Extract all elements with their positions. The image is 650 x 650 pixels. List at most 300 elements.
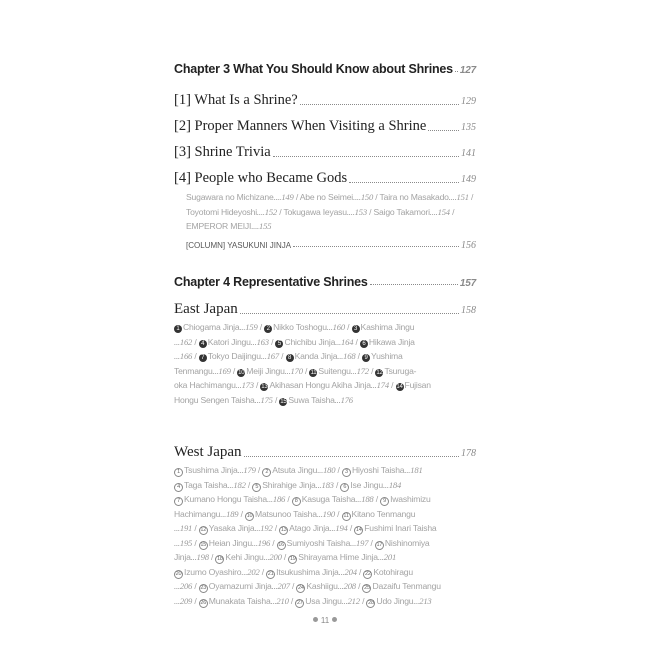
shrine-name: Heian Jingu (208, 537, 252, 548)
shrine-name: Tsuruga- (384, 365, 417, 376)
god-page: 155 (259, 221, 272, 231)
shrine-number-icon: 1 (174, 325, 182, 333)
shrine-name: Atago Jinja (289, 523, 330, 533)
shrine-entry[interactable] (292, 494, 374, 504)
god-page: 154 (437, 206, 450, 217)
shrine-page: 204 (344, 566, 357, 577)
shrine-entry[interactable] (295, 596, 360, 606)
shrine-number-icon: 20 (175, 570, 182, 577)
god-name: Toyotomi Hideyoshi (186, 206, 257, 217)
god-entry[interactable] (380, 192, 469, 202)
shrine-number-icon: 6 (340, 483, 349, 492)
shrine-number-icon: 10 (238, 369, 245, 376)
shrine-name: Izumo Oyashiro (184, 566, 242, 577)
shrine-name: Meiji Jingu (246, 365, 285, 376)
shrine-dots: ... (335, 336, 342, 347)
shrine-page: 200 (269, 552, 282, 562)
page-footer (0, 616, 650, 625)
shrine-number-icon: 5 (252, 483, 261, 492)
leader-dots (455, 71, 458, 72)
shrine-entry[interactable] (199, 337, 269, 347)
west-japan-title: West Japan (174, 444, 242, 460)
shrine-dots: ... (284, 365, 291, 376)
shrine-line: 1 Chiogama Jinja...159 / 2 Nikko Toshogu...160 / 3 Kashima Jingu (174, 320, 476, 335)
shrine-name: Chiogama Jinja (183, 322, 240, 332)
shrine-page: 164 (341, 336, 354, 347)
shrine-entry[interactable] (296, 581, 356, 591)
shrine-entry[interactable] (174, 538, 192, 548)
shrine-dots: ... (337, 351, 344, 361)
shrine-number-icon: 3 (352, 325, 360, 333)
shrine-number-icon: 21 (267, 570, 274, 577)
west-japan-shrine-list (174, 463, 476, 608)
shrine-page: 209 (179, 595, 193, 606)
shrine-page: 191 (179, 523, 193, 533)
shrine-name: Sumiyoshi Taisha (286, 537, 351, 548)
shrine-dots: ... (235, 380, 242, 390)
shrine-number-icon: 25 (364, 585, 370, 591)
shrine-number-icon: 14 (396, 384, 403, 390)
shrine-page: 182 (233, 479, 246, 490)
shrine-name: Usa Jingu (305, 595, 342, 606)
shrine-name: Akihasan Hongu Akiha Jinja (269, 380, 371, 390)
chapter3-page: 127 (459, 65, 476, 76)
shrine-entry[interactable] (362, 351, 403, 361)
shrine-number-icon: 4 (174, 483, 183, 492)
shrine-name: Hachimangu (174, 508, 221, 519)
shrine-number-icon: 7 (199, 354, 207, 362)
god-page: 151 (456, 192, 469, 202)
shrine-name: Jinja (174, 552, 191, 562)
section-1[interactable] (174, 92, 476, 109)
shrine-number-icon: 15 (200, 541, 207, 548)
shrine-line: 1 Tsushima Jinja...179 / 2 Atsuta Jingu...180 / 3 Hiyoshi Taisha...181 (174, 463, 476, 478)
section-title: [2] Proper Manners When Visiting a Shrine (174, 118, 427, 134)
shrine-dots: ... (174, 351, 180, 361)
chapter4-page: 157 (459, 278, 476, 289)
god-dots: .... (273, 192, 282, 202)
leader-dots (428, 130, 459, 131)
shrine-name: Kashiigu (306, 581, 338, 591)
shrine-entry[interactable] (266, 567, 357, 577)
shrine-dots: ... (271, 581, 278, 591)
god-name: Sugawara no Michizane (186, 192, 274, 202)
shrine-name: Yushima (371, 351, 403, 361)
shrine-dots: ... (404, 465, 411, 475)
leader-dots (370, 284, 458, 285)
shrine-entry[interactable] (199, 351, 279, 361)
shrine-entry[interactable] (174, 380, 254, 390)
shrine-number-icon: 13 (280, 527, 287, 533)
god-dots: .... (256, 206, 265, 217)
shrine-name: Taga Taisha (184, 479, 228, 490)
section-title: [4] People who Became Gods (174, 170, 348, 186)
shrine-entry[interactable] (375, 538, 430, 548)
shrine-number-icon: 2 (264, 325, 272, 333)
shrine-page: 208 (343, 581, 356, 591)
east-japan-page: 158 (461, 305, 476, 316)
leader-dots (349, 182, 459, 183)
shrine-name: Hikawa Jinja (368, 336, 415, 347)
god-entry[interactable] (186, 207, 277, 217)
shrine-dots: ... (341, 595, 348, 606)
shrine-page: 212 (347, 595, 360, 606)
leader-dots (300, 104, 459, 105)
shrine-page: 167 (266, 351, 279, 361)
chapter3-title: Chapter 3 What You Should Know about Shrines (174, 62, 453, 76)
shrine-page: 163 (256, 336, 269, 347)
shrine-page: 160 (332, 322, 345, 332)
shrine-line: ...206 / 23 Oyamazumi Jinja...207 / 24 Kashiigu...208 / 25 Dazaifu Tenmangu (174, 581, 441, 591)
shrine-name: Kotohiragu (373, 566, 413, 577)
shrine-dots: ... (251, 537, 258, 548)
shrine-entry[interactable] (174, 509, 238, 519)
shrine-dots: ... (241, 566, 248, 577)
chapter4-entry[interactable] (174, 275, 476, 289)
shrine-entry[interactable] (279, 523, 347, 533)
shrine-name: Fujisan (404, 380, 431, 390)
shrine-dots: ... (316, 508, 323, 519)
shrine-dots: ... (370, 380, 377, 390)
shrine-number-icon: 15 (280, 398, 287, 405)
shrine-page: 170 (290, 365, 303, 376)
shrine-dots: ... (267, 494, 273, 504)
shrine-name: Tsushima Jinja (184, 465, 238, 475)
shrine-dots: ... (260, 351, 267, 361)
shrine-entry[interactable] (309, 366, 368, 376)
shrine-dots: ... (350, 537, 357, 548)
shrine-entry[interactable] (362, 581, 440, 591)
shrine-entry[interactable] (363, 567, 413, 577)
shrine-entry[interactable] (275, 337, 353, 347)
shrine-page: 210 (276, 595, 289, 606)
shrine-entry[interactable] (340, 480, 401, 490)
god-page: 152 (264, 206, 278, 217)
shrine-page: 159 (245, 322, 258, 332)
section-page: 129 (461, 96, 476, 107)
leader-dots (293, 246, 459, 247)
shrine-name: Nikko Toshogu (273, 322, 327, 332)
shrine-page: 188 (361, 494, 374, 504)
shrine-number-icon: 10 (246, 512, 253, 519)
shrine-dots: ... (212, 365, 219, 376)
chapter3-entry[interactable] (174, 62, 476, 76)
shrine-name: Tokyo Daijingu (207, 351, 261, 361)
shrine-entry[interactable] (199, 581, 290, 591)
east-japan-entry[interactable] (174, 301, 476, 318)
shrine-entry[interactable] (174, 480, 246, 490)
shrine-name: Yasaka Jinja (208, 523, 255, 533)
shrine-page: 192 (260, 523, 273, 533)
shrine-number-icon: 27 (296, 599, 303, 606)
shrine-dots: ... (317, 465, 324, 475)
shrine-name: Ise Jingu (350, 479, 383, 490)
god-entry[interactable] (374, 207, 450, 217)
shrine-entry[interactable] (174, 366, 231, 376)
shrine-name: Kanda Jinja (294, 351, 338, 361)
shrine-entry[interactable] (366, 596, 431, 606)
shrine-line: ...195 / 15 Heian Jingu...196 / 16 Sumiyoshi Taisha...197 / 17 Nishinomiya (174, 537, 430, 548)
shrine-page: 194 (335, 523, 348, 533)
shrine-name: Shirahige Jinja (262, 479, 316, 490)
shrine-dots: ... (250, 336, 257, 347)
section-3[interactable] (174, 144, 476, 161)
shrine-entry[interactable] (354, 523, 436, 533)
shrine-page: 184 (388, 479, 402, 490)
shrine-entry[interactable] (174, 322, 258, 332)
shrine-page: 207 (277, 581, 290, 591)
shrine-dots: ... (334, 394, 341, 405)
shrine-number-icon: 7 (174, 497, 183, 506)
shrine-number-icon: 28 (368, 599, 374, 606)
shrine-number-icon: 9 (362, 354, 370, 362)
shrine-entry[interactable] (342, 465, 423, 475)
shrine-name: Oyamazumi Jinja (208, 581, 272, 591)
shrine-number-icon: 18 (217, 556, 223, 562)
shrine-page: 179 (243, 465, 256, 475)
shrine-entry[interactable] (277, 538, 369, 548)
shrine-name: Fushimi Inari Taisha (364, 523, 437, 533)
shrine-line: Hachimangu...189 / 10 Matsunoo Taisha...190 / 11 Kitano Tenmangu (174, 508, 416, 519)
shrine-entry[interactable] (342, 509, 416, 519)
shrine-page: 206 (179, 581, 193, 591)
shrine-page: 169 (218, 365, 231, 376)
section-4[interactable] (174, 170, 476, 187)
leader-dots (273, 156, 459, 157)
shrine-page: 197 (356, 537, 369, 548)
leader-dots (244, 456, 459, 457)
shrine-page: 175 (260, 394, 273, 405)
shrine-number-icon: 6 (360, 340, 368, 348)
shrine-number-icon: 22 (365, 570, 371, 577)
shrine-dots: ... (315, 479, 322, 490)
footer-dot-icon (332, 617, 337, 622)
shrine-number-icon: 8 (292, 497, 301, 506)
shrine-name: Kumano Hongu Taisha (184, 494, 267, 504)
shrine-entry[interactable] (174, 465, 256, 475)
shrine-entry[interactable] (174, 596, 192, 606)
god-dots: .... (346, 206, 355, 217)
shrine-name: Tenmangu (174, 365, 213, 376)
shrine-page: 162 (179, 336, 193, 347)
shrine-line: ...166 / 7 Tokyo Daijingu...167 / 8 Kanda Jinja...168 / 9 Yushima (174, 351, 403, 361)
shrine-number-icon: 4 (199, 340, 207, 348)
shrine-number-icon: 5 (275, 340, 283, 348)
shrine-line: 4 Taga Taisha...182 / 5 Shirahige Jinja...183 / 6 Ise Jingu...184 (174, 478, 476, 493)
section-page: 141 (461, 148, 476, 159)
shrine-line: Jinja...198 / 18 Kehi Jingu...200 / 19 Shirayama Hime Jinja...201 (174, 552, 397, 562)
god-name: Taira no Masakado (379, 192, 449, 202)
god-dots: .... (448, 192, 457, 202)
shrine-entry[interactable] (279, 395, 353, 405)
shrine-line: oka Hachimangu...173 / 13 Akihasan Hongu Akiha Jinja...174 / 14 Fujisan (174, 380, 431, 390)
shrine-page: 196 (257, 537, 271, 548)
shrine-entry[interactable] (174, 567, 260, 577)
column-title: [COLUMN] YASUKUNI JINJA (186, 241, 292, 250)
shrine-entry[interactable] (174, 581, 192, 591)
shrine-entry[interactable] (375, 366, 416, 376)
shrine-name: Hiyoshi Taisha (351, 465, 405, 475)
shrine-number-icon: 26 (200, 599, 207, 606)
shrine-number-icon: 1 (174, 468, 183, 477)
god-entry[interactable] (283, 207, 367, 217)
shrine-entry[interactable] (286, 351, 356, 361)
shrine-number-icon: 17 (376, 541, 383, 548)
god-page: 153 (354, 206, 367, 217)
shrine-entry[interactable] (174, 395, 273, 405)
shrine-entry[interactable] (252, 480, 334, 490)
shrine-dots: ... (382, 479, 389, 490)
god-page: 150 (360, 192, 374, 202)
god-dots: .... (429, 206, 438, 217)
section-title: [3] Shrine Trivia (174, 144, 271, 160)
shrine-dots: ... (355, 494, 362, 504)
shrine-dots: ... (377, 552, 384, 562)
shrine-name: Suitengu (318, 365, 351, 376)
shrine-line: ...162 / 4 Katori Jingu...163 / 5 Chichibu Jinja...164 / 6 Hikawa Jinja (174, 336, 415, 347)
shrine-dots: ... (337, 581, 344, 591)
shrine-name: Atsuta Jingu (272, 465, 318, 475)
shrine-name: Iwashimizu (390, 494, 431, 504)
god-dots: .... (251, 221, 259, 231)
shrine-page: 180 (323, 465, 336, 475)
shrine-entry[interactable] (174, 351, 192, 361)
shrine-name: Matsunoo Taisha (254, 508, 317, 519)
god-name: Tokugawa Ieyasu (283, 206, 347, 217)
shrine-name: Dazaifu Tenmangu (372, 581, 441, 591)
god-entry[interactable] (300, 192, 373, 202)
shrine-entry[interactable] (237, 366, 303, 376)
god-name: Saigo Takamori (373, 206, 430, 217)
shrine-dots: ... (263, 552, 270, 562)
shrine-dots: ... (413, 595, 420, 606)
section-2[interactable] (174, 118, 476, 135)
shrine-page: 198 (196, 552, 209, 562)
god-name: EMPEROR MEIJI (186, 221, 252, 231)
shrine-entry[interactable] (174, 494, 285, 504)
god-entry[interactable] (186, 221, 271, 231)
shrine-entry[interactable] (215, 552, 281, 562)
shrine-dots: ... (174, 523, 180, 533)
shrine-dots: ... (220, 508, 227, 519)
page-number: 11 (320, 616, 330, 625)
shrine-number-icon: 14 (355, 527, 362, 533)
shrine-page: 213 (419, 595, 432, 606)
shrine-page: 195 (179, 537, 193, 548)
shrine-entry[interactable] (396, 380, 431, 390)
shrine-name: Itsukushima Jinja (276, 566, 339, 577)
leader-dots (240, 313, 459, 314)
shrine-name: Hongu Sengen Taisha (174, 394, 255, 405)
shrine-number-icon: 2 (262, 468, 271, 477)
shrine-name: Kehi Jingu (225, 552, 264, 562)
shrine-dots: ... (254, 523, 261, 533)
shrine-number-icon: 11 (343, 512, 349, 519)
shrine-dots: ... (270, 595, 277, 606)
section-page: 149 (461, 174, 476, 185)
god-page: 149 (281, 192, 294, 202)
section-title: [1] What Is a Shrine? (174, 92, 298, 108)
shrine-page: 166 (179, 351, 193, 361)
shrine-dots: ... (326, 322, 333, 332)
shrine-name: Suwa Taisha (288, 394, 335, 405)
shrine-line: Tenmangu...169 / 10 Meiji Jingu...170 / 11 Suitengu...172 / 12 Tsuruga- (174, 365, 417, 376)
shrine-number-icon: 23 (200, 585, 207, 591)
shrine-page: 172 (356, 365, 369, 376)
shrine-line: 20 Izumo Oyashiro...202 / 21 Itsukushima Jinja...204 / 22 Kotohiragu (175, 566, 413, 577)
section-page: 135 (461, 122, 476, 133)
god-entry[interactable] (186, 192, 294, 202)
gods-list: Sugawara no Michizane....149 / Abe no Seimei....150 / Taira no Masakado....151 / Toyotomi Hideyoshi....152 / Tokugawa Ieyasu....153 / Saigo Takamori....154 / EMPEROR MEIJI....155 (186, 192, 474, 231)
shrine-line: Hongu Sengen Taisha...175 / 15 Suwa Taisha...176 (174, 394, 353, 405)
east-japan-title: East Japan (174, 301, 238, 317)
shrine-entry[interactable] (264, 322, 345, 332)
shrine-number-icon: 16 (278, 541, 285, 548)
shrine-entry[interactable] (380, 494, 431, 504)
shrine-entry[interactable] (174, 337, 192, 347)
west-japan-page: 178 (461, 448, 476, 459)
shrine-number-icon: 3 (342, 468, 351, 477)
shrine-number-icon: 9 (380, 497, 389, 506)
shrine-dots: ... (239, 322, 246, 332)
shrine-page: 189 (226, 508, 239, 519)
shrine-dots: ... (329, 523, 336, 533)
shrine-number-icon: 12 (200, 527, 207, 533)
shrine-entry[interactable] (199, 538, 270, 548)
shrine-name: Munakata Taisha (208, 595, 271, 606)
shrine-dots: ... (237, 465, 244, 475)
shrine-entry[interactable] (245, 509, 335, 519)
shrine-entry[interactable] (174, 523, 192, 533)
shrine-entry[interactable] (352, 322, 415, 332)
shrine-entry[interactable] (174, 552, 209, 562)
shrine-page: 186 (272, 494, 286, 504)
shrine-line: 7 Kumano Hongu Taisha...186 / 8 Kasuga Taisha...188 / 9 Iwashimizu (174, 492, 476, 507)
shrine-entry[interactable] (288, 552, 396, 562)
god-dots: .... (353, 192, 361, 202)
shrine-page: 202 (247, 566, 260, 577)
shrine-entry[interactable] (360, 337, 415, 347)
shrine-dots: ... (338, 566, 345, 577)
shrine-page: 173 (241, 380, 254, 390)
shrine-entry[interactable] (199, 596, 289, 606)
shrine-number-icon: 13 (261, 384, 268, 390)
shrine-number-icon: 12 (376, 369, 383, 376)
shrine-entry[interactable] (262, 465, 335, 475)
shrine-dots: ... (174, 595, 180, 606)
shrine-name: Kasuga Taisha (301, 494, 356, 504)
shrine-name: Kashima Jingu (360, 322, 415, 332)
shrine-dots: ... (190, 552, 197, 562)
god-name: Abe no Seimei (299, 192, 354, 202)
shrine-dots: ... (350, 365, 357, 376)
shrine-name: Udo Jingu (376, 595, 414, 606)
shrine-page: 168 (343, 351, 356, 361)
shrine-number-icon: 19 (289, 556, 296, 562)
shrine-page: 176 (340, 394, 353, 405)
shrine-page: 181 (410, 465, 423, 475)
column-entry[interactable] (186, 240, 476, 251)
chapter4-title: Chapter 4 Representative Shrines (174, 275, 368, 289)
shrine-name: oka Hachimangu (174, 380, 236, 390)
shrine-entry[interactable] (199, 523, 273, 533)
column-page: 156 (461, 240, 476, 251)
shrine-entry[interactable] (260, 380, 389, 390)
shrine-page: 201 (383, 552, 397, 562)
west-japan-entry[interactable] (174, 444, 476, 461)
shrine-dots: ... (174, 581, 180, 591)
shrine-dots: ... (227, 479, 234, 490)
